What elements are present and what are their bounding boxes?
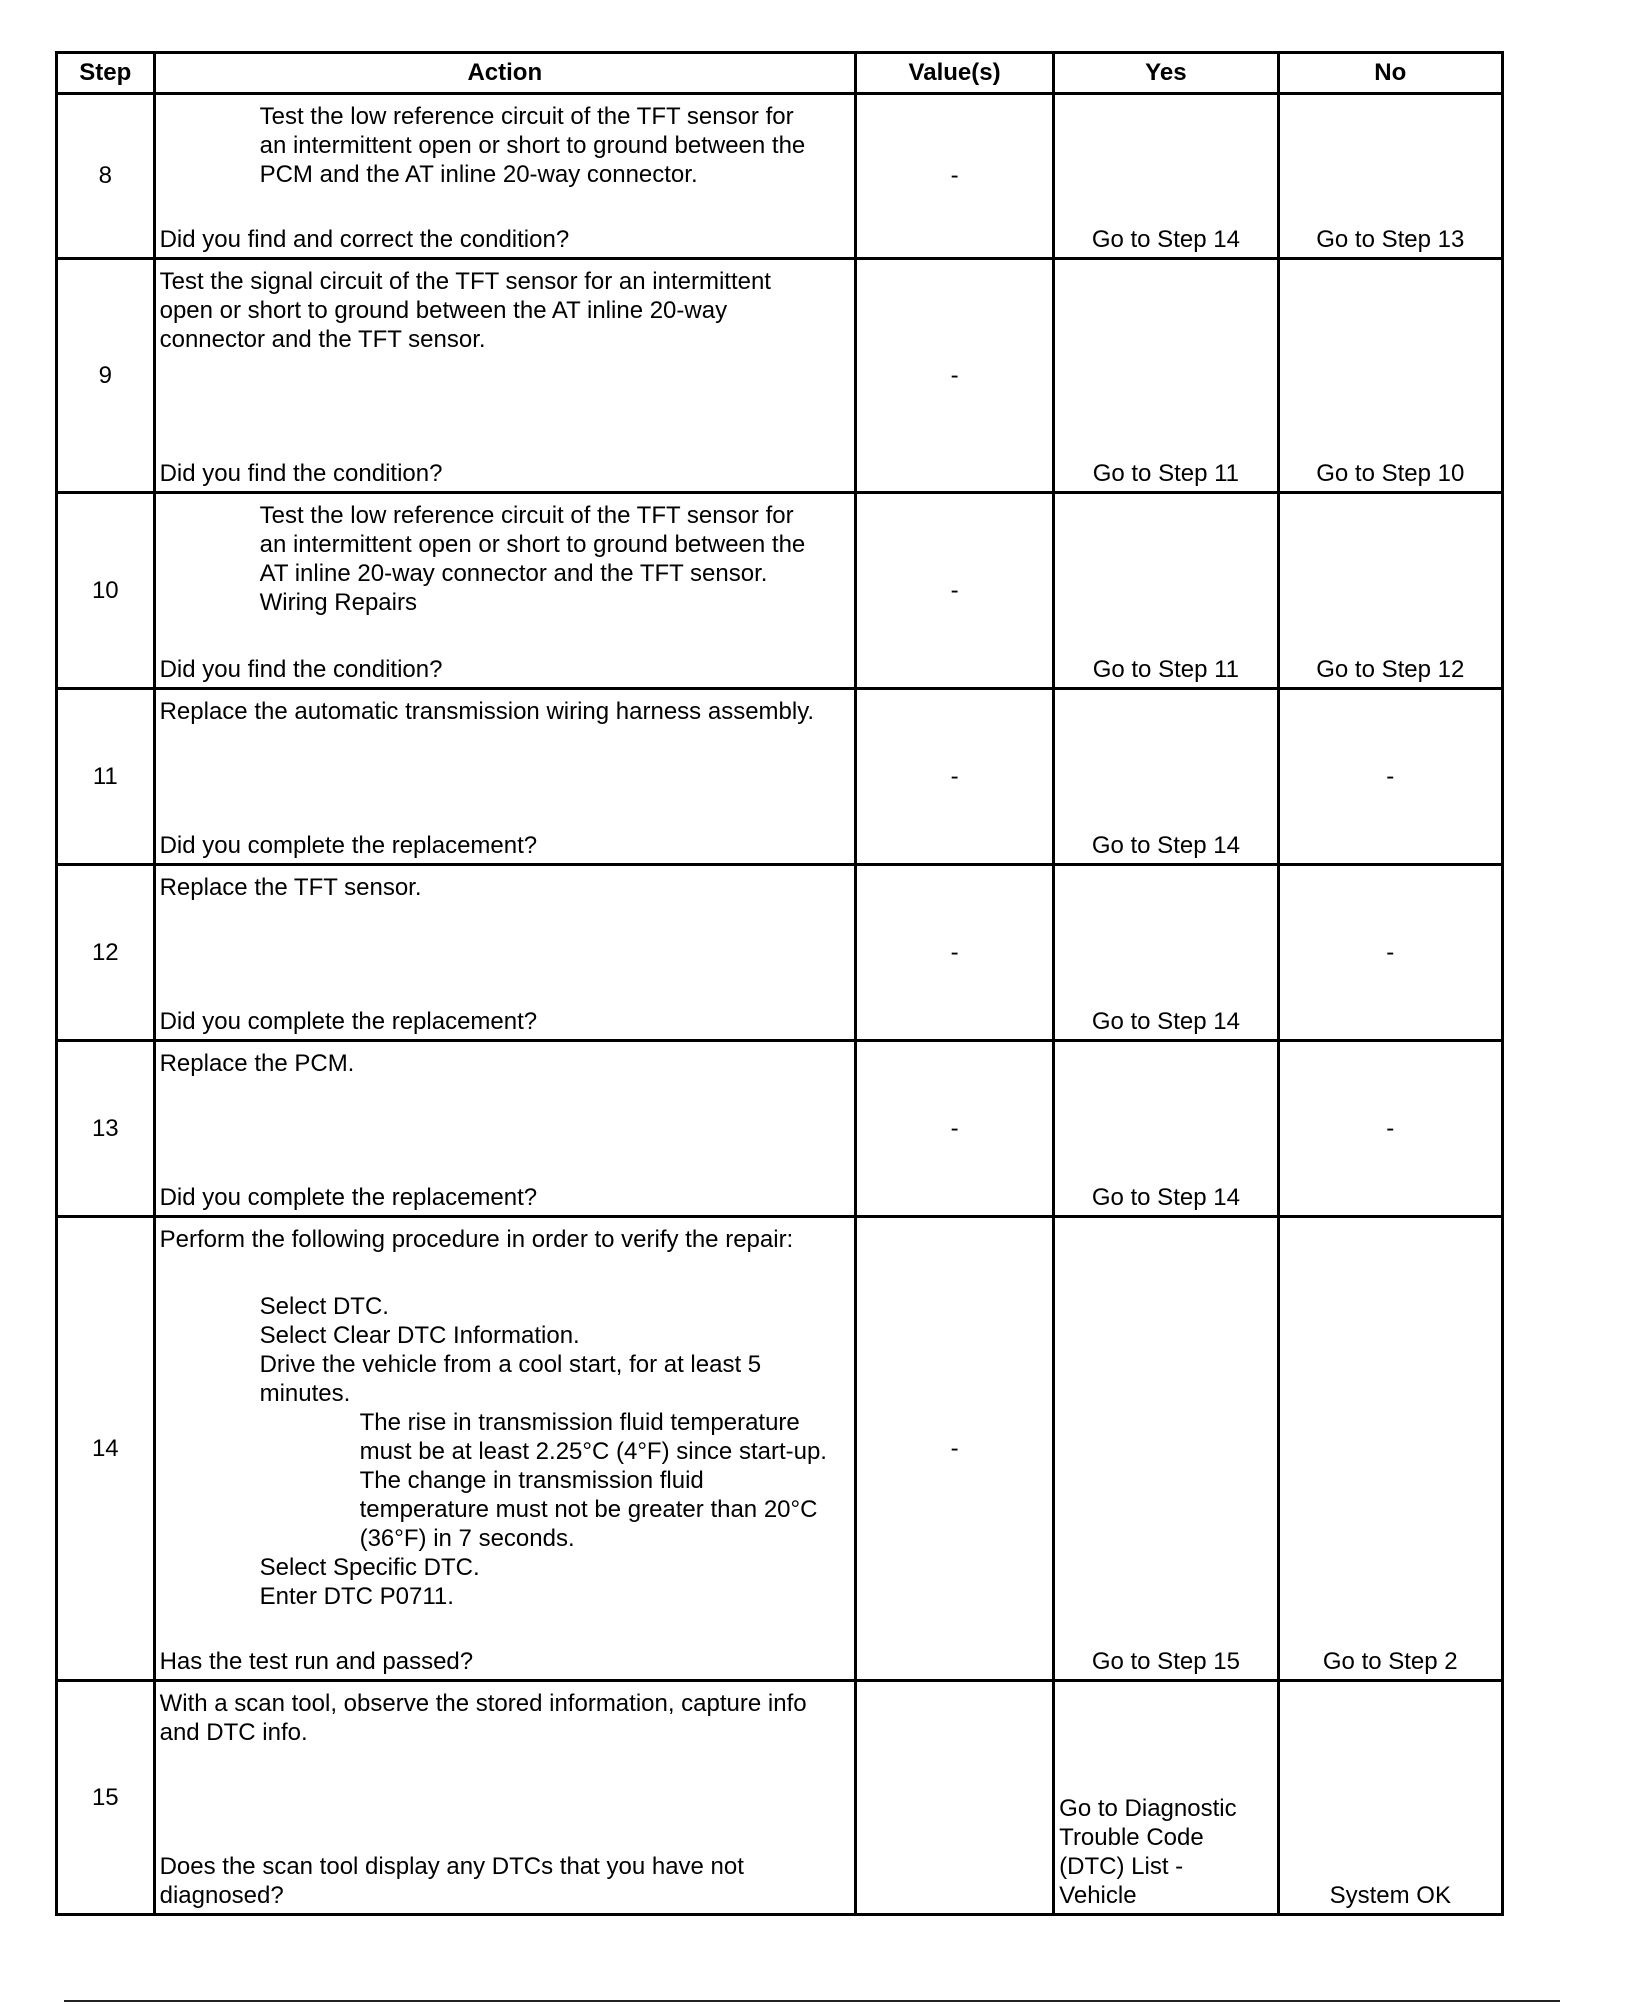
header-action: Action <box>154 53 855 94</box>
diagnostic-table <box>55 51 1504 1916</box>
value-cell: - <box>855 689 1053 865</box>
action-line: connector and the TFT sensor. <box>159 326 486 353</box>
no-cell <box>1278 493 1502 689</box>
yes-answer: Go to Step 14 <box>1091 226 1240 253</box>
step-number: 8 <box>57 94 155 259</box>
yes-line: Go to Diagnostic <box>1059 1795 1237 1822</box>
action-text <box>160 1049 850 1078</box>
action-line: open or short to ground between the AT inline 20-way <box>159 297 728 324</box>
wiring-repairs-link[interactable]: Wiring Repairs <box>259 589 417 616</box>
value-cell: - <box>855 259 1053 493</box>
action-question: Did you find the condition? <box>159 656 443 683</box>
footer-divider <box>64 2000 1560 2002</box>
action-text <box>160 1225 850 1611</box>
no-cell: - <box>1278 1041 1502 1217</box>
table-row <box>57 1681 1503 1915</box>
value-cell: - <box>855 493 1053 689</box>
action-cell <box>154 1041 855 1217</box>
no-answer: Go to Step 12 <box>1316 656 1465 683</box>
no-answer: Go to Step 10 <box>1316 460 1465 487</box>
yes-cell <box>1054 1681 1278 1915</box>
no-cell <box>1278 1217 1502 1681</box>
action-question: Did you complete the replacement? <box>159 1008 538 1035</box>
step-number: 13 <box>57 1041 155 1217</box>
action-line: Enter DTC P0711. <box>259 1583 454 1610</box>
yes-line: (DTC) List - <box>1059 1853 1184 1880</box>
action-line: The change in transmission fluid <box>359 1467 704 1494</box>
table-row <box>57 1217 1503 1681</box>
step-number: 12 <box>57 865 155 1041</box>
action-line: temperature must not be greater than 20°C <box>359 1496 818 1523</box>
action-line: Drive the vehicle from a cool start, for at least 5 <box>259 1351 762 1378</box>
table-row <box>57 259 1503 493</box>
value-cell: - <box>855 94 1053 259</box>
action-line: an intermittent open or short to ground between the <box>259 132 806 159</box>
value-cell: - <box>855 865 1053 1041</box>
action-text <box>260 501 850 617</box>
no-cell <box>1278 1681 1502 1915</box>
yes-line: Vehicle <box>1059 1882 1137 1909</box>
action-line: and DTC info. <box>159 1719 308 1746</box>
action-line: Perform the following procedure in order to verify the repair: <box>159 1226 794 1253</box>
yes-cell <box>1054 493 1278 689</box>
action-question: Did you complete the replacement? <box>159 1184 538 1211</box>
action-line: Replace the automatic transmission wiring harness assembly. <box>159 698 815 725</box>
header-values: Value(s) <box>855 53 1053 94</box>
yes-cell <box>1054 94 1278 259</box>
no-answer: Go to Step 13 <box>1316 226 1465 253</box>
action-line: minutes. <box>259 1380 351 1407</box>
value-cell <box>855 1681 1053 1915</box>
table-row <box>57 689 1503 865</box>
question-line: Does the scan tool display any DTCs that you have not <box>159 1853 744 1880</box>
action-line: Replace the PCM. <box>159 1050 355 1077</box>
action-question <box>160 1852 850 1910</box>
action-text <box>160 267 850 354</box>
header-yes: Yes <box>1054 53 1278 94</box>
action-line: Select Specific DTC. <box>259 1554 480 1581</box>
action-cell <box>154 865 855 1041</box>
action-text <box>160 1689 850 1747</box>
step-number: 15 <box>57 1681 155 1915</box>
table-row <box>57 493 1503 689</box>
no-answer: Go to Step 2 <box>1322 1648 1458 1675</box>
action-question: Has the test run and passed? <box>159 1648 474 1675</box>
action-line: Test the low reference circuit of the TFT sensor for <box>259 502 794 529</box>
step-number: 11 <box>57 689 155 865</box>
action-line: Test the signal circuit of the TFT sensor for an intermittent <box>159 268 771 295</box>
no-cell: - <box>1278 865 1502 1041</box>
no-cell <box>1278 94 1502 259</box>
action-line: Replace the TFT sensor. <box>159 874 422 901</box>
action-text <box>160 873 850 902</box>
yes-line: Trouble Code <box>1059 1824 1204 1851</box>
action-question: Did you complete the replacement? <box>159 832 538 859</box>
action-line: an intermittent open or short to ground between the <box>259 531 806 558</box>
action-cell <box>154 1681 855 1915</box>
action-cell <box>154 94 855 259</box>
action-line: Select Clear DTC Information. <box>259 1322 580 1349</box>
action-line: must be at least 2.25°C (4°F) since start-up. <box>359 1438 827 1465</box>
step-number: 9 <box>57 259 155 493</box>
no-answer: System OK <box>1329 1882 1451 1909</box>
step-number: 10 <box>57 493 155 689</box>
action-line: With a scan tool, observe the stored information, capture info <box>159 1690 807 1717</box>
action-text <box>260 102 850 189</box>
no-cell: - <box>1278 689 1502 865</box>
yes-answer: Go to Step 14 <box>1091 832 1240 859</box>
action-question: Did you find the condition? <box>159 460 443 487</box>
yes-answer: Go to Step 14 <box>1091 1008 1240 1035</box>
value-cell: - <box>855 1041 1053 1217</box>
action-line: AT inline 20-way connector and the TFT sensor. <box>259 560 768 587</box>
yes-answer-link[interactable] <box>1059 1794 1272 1910</box>
table-row <box>57 1041 1503 1217</box>
question-line: diagnosed? <box>159 1882 284 1909</box>
header-step: Step <box>57 53 155 94</box>
action-cell <box>154 689 855 865</box>
action-cell <box>154 259 855 493</box>
header-no: No <box>1278 53 1502 94</box>
action-cell <box>154 493 855 689</box>
yes-cell <box>1054 259 1278 493</box>
table-row <box>57 94 1503 259</box>
yes-cell <box>1054 865 1278 1041</box>
yes-answer: Go to Step 14 <box>1091 1184 1240 1211</box>
action-line: Test the low reference circuit of the TFT sensor for <box>259 103 794 130</box>
yes-cell <box>1054 689 1278 865</box>
header-row <box>57 53 1503 94</box>
table-row <box>57 865 1503 1041</box>
yes-answer: Go to Step 11 <box>1092 656 1240 683</box>
action-line: PCM and the AT inline 20-way connector. <box>259 161 698 188</box>
yes-cell <box>1054 1217 1278 1681</box>
step-number: 14 <box>57 1217 155 1681</box>
yes-cell <box>1054 1041 1278 1217</box>
action-line: (36°F) in 7 seconds. <box>359 1525 575 1552</box>
action-cell <box>154 1217 855 1681</box>
no-cell <box>1278 259 1502 493</box>
value-cell: - <box>855 1217 1053 1681</box>
action-question: Did you find and correct the condition? <box>159 226 570 253</box>
action-line: Select DTC. <box>259 1293 389 1320</box>
action-line: The rise in transmission fluid temperature <box>359 1409 800 1436</box>
yes-answer: Go to Step 15 <box>1091 1648 1240 1675</box>
action-text <box>160 697 850 726</box>
yes-answer: Go to Step 11 <box>1092 460 1240 487</box>
